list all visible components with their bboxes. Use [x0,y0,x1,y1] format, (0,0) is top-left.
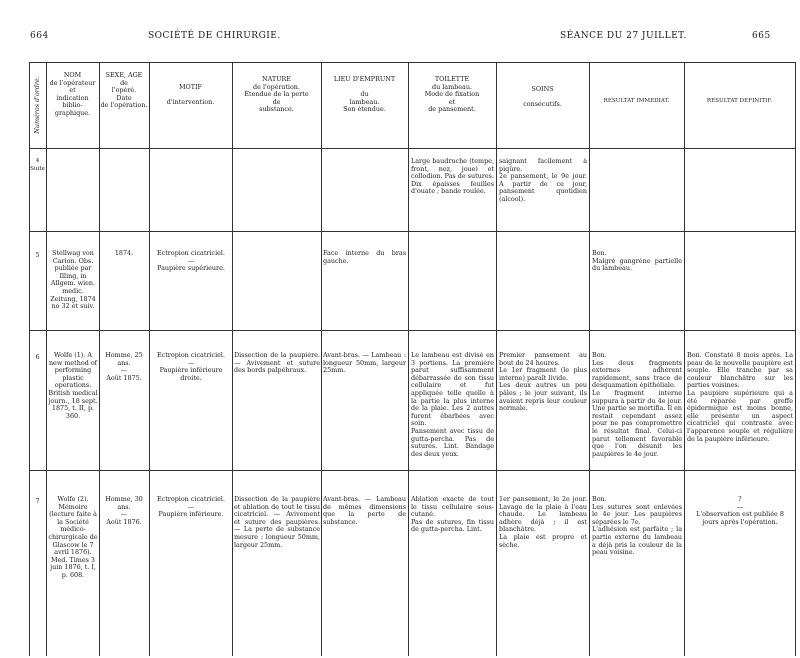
header-toilette: TOILETTE du lambeau. Mode de fixation et de pansement. [424,76,480,114]
row6-toilette: Le lambeau est divisé en 3 portions. La première parut suffisamment débarrassée de son tissu cellulaire et fut appliquée telle quelle à la partie la plus interne de la plaie. Les 2 autres furent ébarbées avec soin. Pansement avec tissu de gutta-percha. Pas de sutures. Lint. Bandage des deux yeux. [411,352,494,458]
row7-definitif: ? — L'observation est publiée 8 jours après l'opération. [696,496,784,526]
row6-motif: Ectropion cicatriciel. — Paupière inférieure droite. [156,352,225,382]
header-numero: Numéros d'ordre. [32,76,41,134]
cases-table [29,62,796,656]
row6-nature: Dissection de la paupière. — Avivement et suture des bords palpébraux. [234,352,320,375]
header-nom: NOM de l'opérateur et indication biblio- graphique. [49,72,96,117]
row7-soins: 1er pansement, le 2e jour. Lavage de la plaie à l'eau chaude. Le lambeau adhère déjà ; il est blanchâtre. La plaie est propre et sèche. [499,496,587,549]
row5-motif: Ectropion cicatriciel. — Paupière supérieure. [156,250,225,273]
left-running-title: SOCIÉTÉ DE CHIRURGIE. [148,31,281,41]
row6-nom: Wolfe (1). A new method of performing plastic operations. British medical journ., 18 sept. 1875, t. II, p. 360. [48,352,98,420]
row7-immediat: Bon. Les sutures sont enlevées le 4e jour. Les paupières séparées le 7e. L'adhésion est parfaite ; la partie externe du lambeau a déjà pris la couleur de la peau voisine. [592,496,682,557]
row6-definitif: Bon. Constaté 8 mois après. La peau de la nouvelle paupière est souple. Elle tranche par sa couleur blanchâtre sur les parties voisines. La paupière supérieure qui a été réparée par greffe épidermique est moins bonne, elle présente un aspect cicatriciel qui contraste avec l'apparence souple et régulière de la paupière inférieure. [687,352,793,443]
header-definitif: RÉSULTAT DÉFINITIF. [706,98,773,104]
row7-number: 7 [35,498,40,505]
row7-nom: Wolfe (2). Mémoire (lecture faite à la Société médico-chirurgicale de Glascow le 7 avril 1876). Med. Times 3 juin 1876, t. I, p. 608. [48,496,98,579]
row4-soins: saignant facilement à piqûre. 2e pansement, le 9e jour. A partir de ce jour, pansement quotidien (alcool). [499,158,587,203]
row5-sexe: 1874. [114,250,134,257]
row6-soins: Premier pansement au bout de 24 heures. Le 1er fragment (le plus interne) paraît livide. Les deux autres un peu pâles ; le jour suivant, ils avaient repris leur couleur normale. [499,352,587,413]
row5-number: 5 [35,252,40,259]
row7-motif: Ectropion cicatriciel. — Paupière inférieure. [156,496,225,519]
right-page-number: 665 [752,31,771,41]
header-sexe: SEXE, AGE de l'opéré. Date de l'opération. [100,72,148,110]
row6-sexe: Homme, 25 ans. — Août 1875. [105,352,143,382]
row6-immediat: Bon. Les deux fragments externes adhèrent rapidement, sans trace de desquamation épithéliale. Le fragment interne suppura à partir du 4e jour. Une partie se mortifia. Il en restait cependant assez pour ne pas compromettre le résultat final. Celui-ci parut tellement favorable que l'on désunit les paupières le 4e jour. [592,352,682,458]
row6-number: 6 [35,354,40,361]
row4-toilette: Large baudruche (tempe, front, nez, joue) et collodion. Pas de sutures. Dix épaisses feuilles d'ouate ; bande roulée. [411,158,494,196]
header-lieu: LIEU D'EMPRUNT du lambeau. Son étendue. [333,76,396,114]
header-motif: MOTIF d'intervention. [166,84,215,107]
row7-toilette: Ablation exacte de tout le tissu cellulaire sous-cutané. Pas de sutures, fin tissu de gutta-percha. Lint. [411,496,494,534]
row6-lieu: Avant-bras. — Lambeau : longueur 50mm, largeur 25mm. [323,352,406,375]
left-page-number: 664 [30,31,49,41]
row4-number: 4 Suite [30,158,45,172]
row7-lieu: Avant-bras. — Lambeau de mêmes dimensions que la perte de substance. [323,496,406,526]
row7-nature: Dissection de la paupière et ablation de tout le tissu cicatriciel. — Avivement et suture des paupières. — La perte de substance mesure : longueur 50mm, largeur 25mm. [234,496,320,549]
right-running-title: SÉANCE DU 27 JUILLET. [560,31,687,41]
row5-nom: Stellwag von Carion. Obs. publiée par Illing, in Allgem. wien. medic. Zeitung, 1874 no 32 et suiv. [50,250,96,311]
row5-lieu: Face interne du bras gauche. [323,250,406,265]
row5-immediat: Bon. Malgré gangrène partielle du lambeau. [592,250,682,273]
row7-sexe: Homme, 30 ans. — Août 1876. [105,496,143,526]
header-nature: NATURE de l'opération. Étendue de la perte de substance. [244,76,309,114]
header-immediat: RÉSULTAT IMMÉDIAT. [603,98,670,104]
header-soins: SOINS consécutifs. [523,86,562,109]
